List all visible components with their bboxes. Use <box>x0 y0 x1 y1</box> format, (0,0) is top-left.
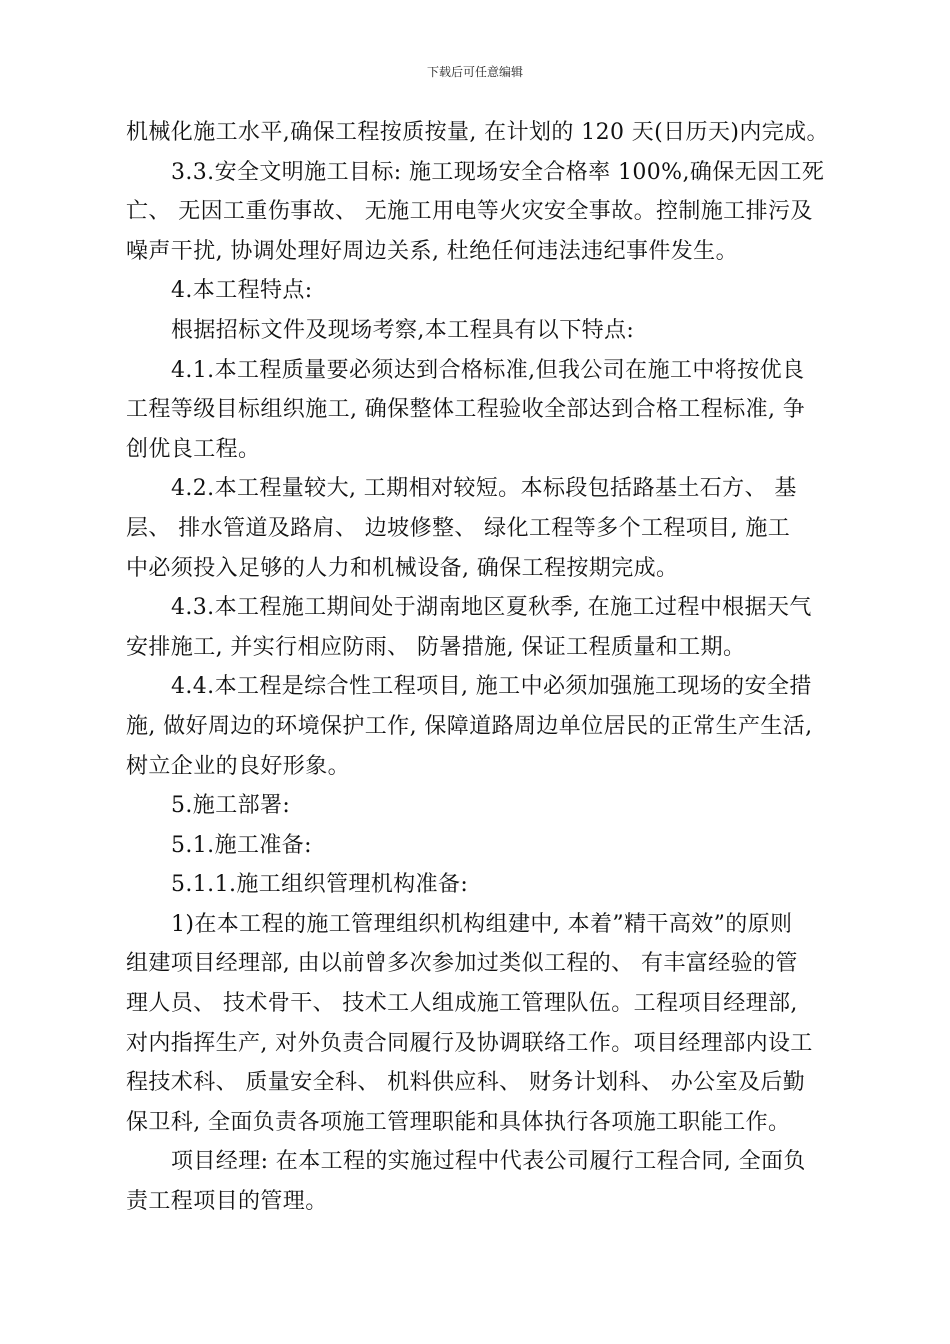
text-line: 4.4.本工程是综合性工程项目, 施工中必须加强施工现场的安全措 <box>171 674 812 700</box>
text-line: 层、 排水管道及路肩、 边坡修整、 绿化工程等多个工程项目, 施工 <box>126 515 791 541</box>
text-line: 亡、 无因工重伤事故、 无施工用电等火灾安全事故。控制施工排污及 <box>126 199 813 225</box>
text-line: 安排施工, 并实行相应防雨、 防暑措施, 保证工程质量和工期。 <box>126 634 746 660</box>
text-line: 施, 做好周边的环境保护工作, 保障道路周边单位居民的正常生产生活, <box>126 713 813 739</box>
text-line: 中必须投入足够的人力和机械设备, 确保工程按期完成。 <box>126 555 679 581</box>
text-line: 4.本工程特点: <box>171 278 313 304</box>
text-line: 程技术科、 质量安全科、 机料供应科、 财务计划科、 办公室及后勤 <box>126 1070 806 1096</box>
text-line: 保卫科, 全面负责各项施工管理职能和具体执行各项施工职能工作。 <box>126 1109 791 1135</box>
paragraph-lines <box>126 113 856 1222</box>
text-line: 创优良工程。 <box>126 436 261 462</box>
text-line: 项目经理: 在本工程的实施过程中代表公司履行工程合同, 全面负 <box>171 1149 806 1175</box>
text-line: 5.1.1.施工组织管理机构准备: <box>171 872 469 898</box>
text-line: 根据招标文件及现场考察,本工程具有以下特点: <box>171 317 635 343</box>
text-line: 对内指挥生产, 对外负责合同履行及协调联络工作。项目经理部内设工 <box>126 1030 813 1056</box>
text-line: 工程等级目标组织施工, 确保整体工程验收全部达到合格工程标准, 争 <box>126 397 806 423</box>
text-line: 4.1.本工程质量要必须达到合格标准,但我公司在施工中将按优良 <box>171 357 805 383</box>
text-line: 3.3.安全文明施工目标: 施工现场安全合格率 100%,确保无因工死 <box>171 159 825 185</box>
text-line: 噪声干扰, 协调处理好周边关系, 杜绝任何违法违纪事件发生。 <box>126 238 738 264</box>
text-line: 责工程项目的管理。 <box>126 1189 328 1215</box>
text-line: 树立企业的良好形象。 <box>126 753 351 779</box>
text-line: 4.2.本工程量较大, 工期相对较短。本标段包括路基土石方、 基 <box>171 476 797 502</box>
text-line: 组建项目经理部, 由以前曾多次参加过类似工程的、 有丰富经验的管 <box>126 951 798 977</box>
text-line: 4.3.本工程施工期间处于湖南地区夏秋季, 在施工过程中根据天气 <box>171 595 812 621</box>
text-line: 理人员、 技术骨干、 技术工人组成施工管理队伍。工程项目经理部, <box>126 991 798 1017</box>
text-line: 5.施工部署: <box>171 793 291 819</box>
text-line: 5.1.施工准备: <box>171 832 312 858</box>
document-body <box>126 113 856 1222</box>
page-header: 下载后可任意编辑 <box>426 65 523 79</box>
text-line: 机械化施工水平,确保工程按质按量, 在计划的 120 天(日历天)内完成。 <box>126 120 829 145</box>
text-line: 1)在本工程的施工管理组织机构组建中, 本着”精干高效”的原则 <box>171 911 793 937</box>
